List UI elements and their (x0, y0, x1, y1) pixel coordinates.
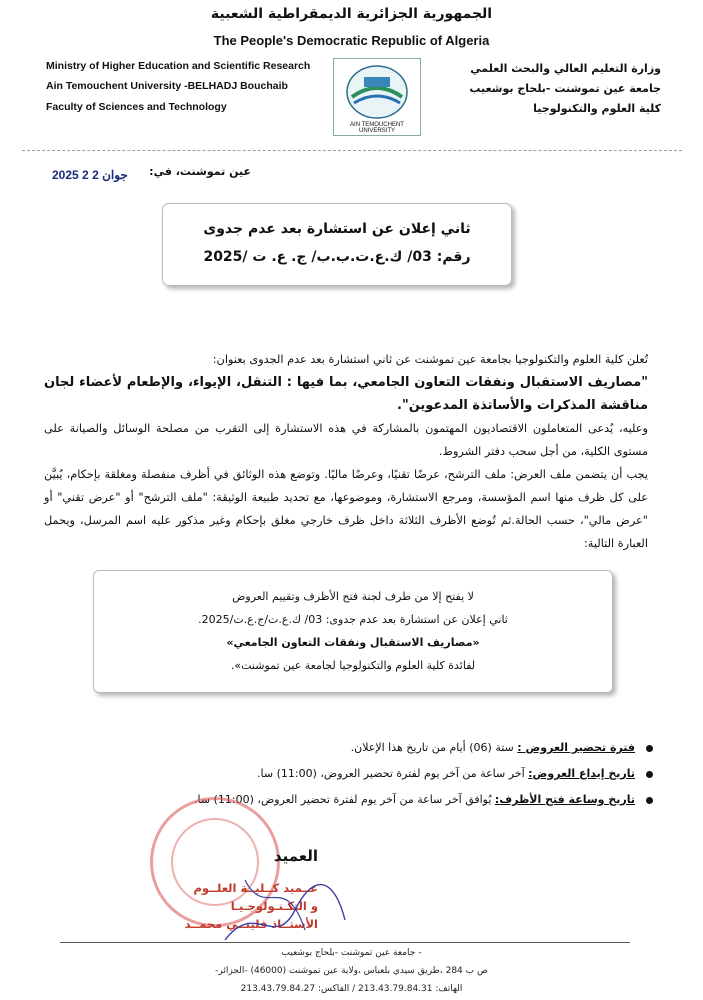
body-intro: تُعلن كلية العلوم والتكنولوجيا بجامعة عين تموشنت عن ثاني استشارة بعد عدم الجدوى بعنوان: (212, 353, 648, 366)
dean-line-1: عــميد كــليــة العلــوم (193, 881, 318, 895)
university-logo (333, 58, 421, 136)
republic-title-ar: الجمهورية الجزائرية الديمقراطية الشعبية (210, 6, 493, 22)
envelope-line-2: ثاني إعلان عن استشارة بعد عدم جدوى: 03/ ك.ع.ت/ج.ع.ت/2025. (198, 613, 508, 626)
body-invitation: وعليه، يُدعى المتعاملون الاقتصاديون المهتمون بالمشاركة في هذه الاستشارة إلى التقرب من مصلحة الوسائل والصيانة على مستوى الكلية، من أجل سحب دفتر الشروط. (44, 422, 648, 458)
list-item (55, 735, 655, 761)
body-requirements: يجب أن يتضمن ملف العرض: ملف الترشح، عرضًا تقنيًا، وعرضًا ماليًا. وتوضع هذه الوثائق في أظرف منفصلة ومغلقة بإحكام، يُبيَّن على كل ظرف منها اسم المؤسسة، ومرجع الاستشارة، وموضوعها، مع تحديد طبيعة الوثيقة: "ملف الترشح" أو "عرض تقني" أو "عرض مالي"، حسب الحالة.ثم تُوضع الأظرف الثلاثة داخل ظرف خارجي مغلق بإحكام وغير مذكور عليه اسم المرسل، ويحمل العبارة التالية: (44, 468, 648, 550)
body-subject (44, 371, 648, 417)
subject-text: "مصاريف الاستقبال ونفقات التعاون الجامعي، بما فيها : التنقل، الإيواء، والإطعام لأعضاء لجان مناقشة المذكرات والأساتذة المدعوين". (44, 375, 648, 413)
date-stamp: 2025 جوان 2 2 (52, 168, 128, 182)
ministry-en: Ministry of Higher Education and Scientific Research (46, 60, 311, 72)
envelope-text-box (93, 570, 613, 693)
footer-divider (60, 942, 630, 943)
faculty-ar: كلية العلوم والتكنولوجيا (533, 102, 661, 115)
bullet-value: يُوافق آخر ساعة من آخر يوم لفترة تحضير العروض، (11:00) سا. (194, 793, 492, 806)
announcement-title: ثاني إعلان عن استشارة بعد عدم جدوى (203, 221, 471, 237)
university-ar: جامعة عين تموشنت -بلحاج بوشعيب (469, 82, 661, 95)
announcement-body (44, 348, 648, 555)
signature-mark (215, 860, 355, 955)
dean-title: العميد (273, 847, 318, 865)
footer-contact: الهاتف: 213.43.79.84.31 / الفاكس: 213.43.79.84.27 (240, 984, 463, 994)
bullet-value: ستة (06) أيام من تاريخ هذا الإعلان. (350, 741, 514, 754)
list-item (55, 761, 655, 787)
list-item (55, 787, 655, 813)
place-date-label: عين تموشنت، في: (149, 165, 251, 178)
dean-line-2: و التكـنـولوجـيـا (230, 899, 318, 913)
republic-title-en: The People's Democratic Republic of Algeria (213, 33, 490, 48)
dates-list (55, 735, 655, 813)
university-en: Ain Temouchent University -BELHADJ Bouchaib (46, 80, 288, 92)
faculty-en: Faculty of Sciences and Technology (46, 101, 227, 113)
announcement-title-box (162, 203, 512, 286)
bullet-value: آخر ساعة من آخر يوم لفترة تحضير العروض، (11:00) سا. (257, 767, 525, 780)
ministry-ar: وزارة التعليم العالي والبحث العلمي (470, 62, 661, 75)
header-divider (22, 150, 682, 151)
envelope-line-3: «مصاريف الاستقبال ونفقات التعاون الجامعي» (226, 636, 480, 649)
envelope-line-4: لفائدة كلية العلوم والتكنولوجيا لجامعة عين تموشنت». (230, 659, 476, 672)
bullet-label: تاريخ إيداع العروض: (528, 767, 635, 780)
footer-university: - جامعة عين تموشنت -بلحاج بوشعيب (281, 948, 422, 958)
announcement-reference: رقم: 03/ ك.ع.ت.ب.ب/ ج. ع. ت /2025 (203, 249, 471, 265)
envelope-line-1: لا يفتح إلا من طرف لجنة فتح الأظرف وتقييم العروض (232, 590, 474, 603)
dean-name: الأستــاذ فليتــي محمــد (184, 917, 318, 931)
bullet-label: فترة تحضير العروض : (517, 741, 635, 754)
footer-address: ص ب 284 ،طريق سيدي بلعباس ،ولاية عين تموشنت (46000) -الجزائر- (215, 966, 488, 976)
logo-caption: AIN TEMOUCHENT UNIVERSITY (350, 122, 404, 134)
bullet-label: تاريخ وساعة فتح الأظرف: (494, 793, 635, 806)
